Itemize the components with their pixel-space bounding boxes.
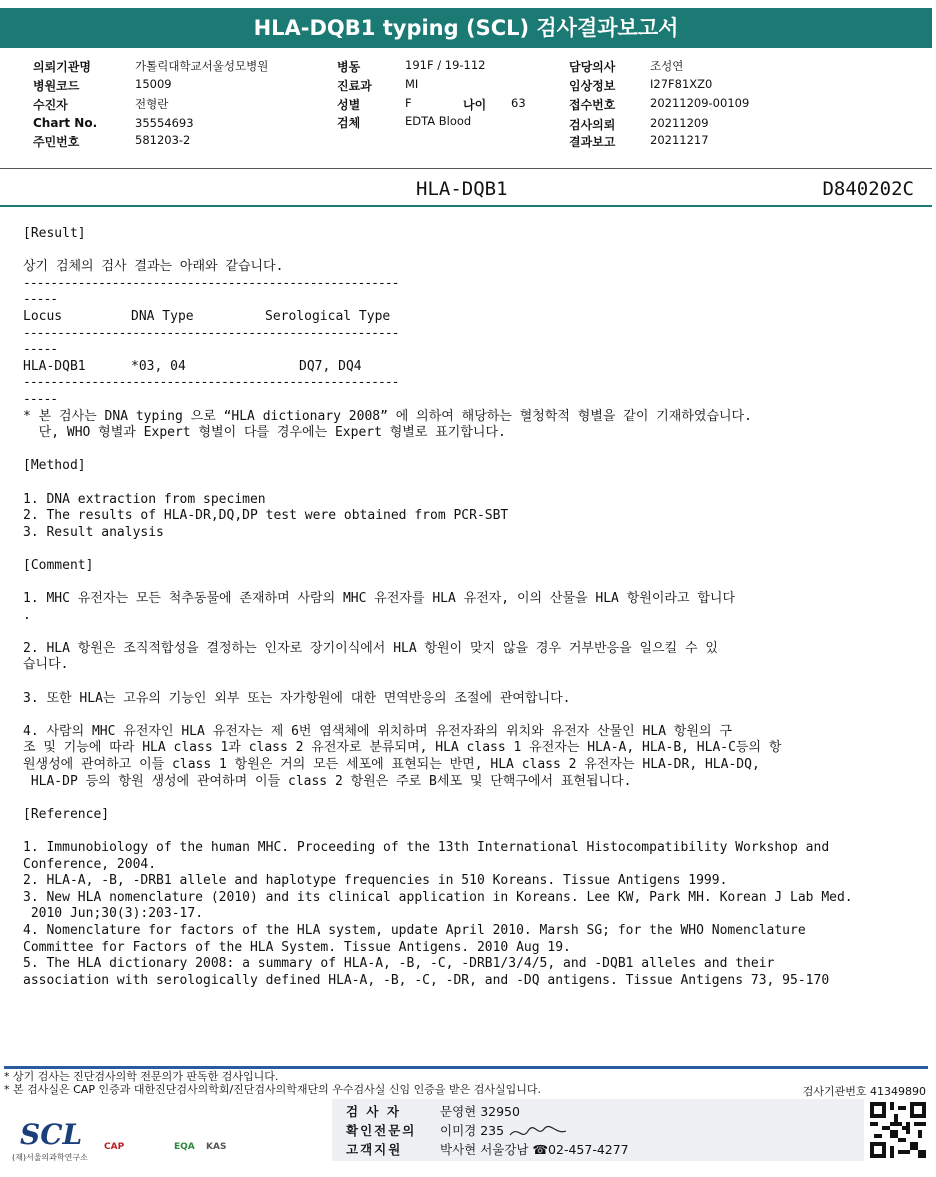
reference-item: 2. HLA-A, -B, -DRB1 allele and haplotype frequencies in 510 Koreans. Tissue Antigens 1999. [23, 873, 728, 889]
info-value: I27F81XZ0 [650, 77, 713, 91]
info-value: MI [405, 77, 419, 91]
info-label: 수진자 [33, 98, 68, 112]
info-value: 전형란 [135, 97, 169, 111]
scl-logo: SCL [20, 1118, 83, 1151]
info-label: 임상정보 [569, 79, 616, 93]
reference-item: 4. Nomenclature for factors of the HLA system, update April 2010. Marsh SG; for the WHO Nomenclature Committee for Factors of the HLA System. Tissue Antigens. 2010 Aug 19. [23, 922, 806, 955]
column-header: DNA Type [131, 308, 194, 324]
reference-heading: [Reference] [23, 806, 110, 822]
info-value: EDTA Blood [405, 114, 472, 128]
method-item: 1. DNA extraction from specimen [23, 491, 266, 507]
result-heading: [Result] [23, 226, 86, 241]
info-label: 진료과 [337, 79, 372, 93]
method-heading: [Method] [23, 458, 86, 474]
info-label: 담당의사 [569, 60, 616, 74]
info-value: 191F / 19-112 [405, 58, 486, 72]
info-label: 나이 [463, 98, 487, 112]
test-code: D840202C [822, 178, 914, 200]
info-label: 결과보고 [569, 135, 616, 149]
footer-note: * 본 검사실은 CAP 인증과 대한진단검사의학회/진단검사의학재단의 우수검사실 신임 인증을 받은 검사실입니다. [4, 1083, 542, 1096]
comment-item: 2. HLA 항원은 조직적합성을 결정하는 인자로 장기이식에서 HLA 항원이 맞지 않을 경우 거부반응을 일으킬 수 있 습니다. [23, 640, 718, 673]
info-label: 주민번호 [33, 135, 80, 149]
signer-value: 문영현 32950 [440, 1104, 520, 1119]
info-value: F [405, 96, 412, 110]
info-value: 20211209-00109 [650, 96, 750, 110]
divider [0, 205, 932, 207]
comment-item: 3. 또한 HLA는 고유의 기능인 외부 또는 자가항원에 대한 면역반응의 조절에 관여합니다. [23, 690, 571, 706]
report-body [23, 226, 923, 989]
signer-role: 확인전문의 [346, 1123, 417, 1138]
table-divider: ------------------------------------------------------------ [23, 375, 399, 407]
test-name: HLA-DQB1 [416, 178, 508, 200]
comment-heading: [Comment] [23, 557, 94, 573]
info-value: 581203-2 [135, 133, 191, 147]
signer-row [346, 1102, 520, 1120]
signer-row [346, 1140, 629, 1158]
info-value: 20211217 [650, 133, 709, 147]
method-item: 2. The results of HLA-DR,DQ,DP test were obtained from PCR-SBT [23, 508, 509, 524]
info-value: 가톨릭대학교서울성모병원 [135, 59, 269, 73]
info-label: Chart No. [33, 116, 98, 130]
logo-subtitle: (재)서울의과학연구소 [12, 1153, 88, 1162]
reference-item: 5. The HLA dictionary 2008: a summary of HLA-A, -B, -C, -DRB1/3/4/5, and -DQB1 alleles and their association with serologically defined HLA-A, -B, -C, -DR, and -DQ antigens. Tissue Antigens 73, 95-170 [23, 956, 830, 988]
cap-cert-icon: CAP [104, 1142, 125, 1152]
info-value: 15009 [135, 77, 172, 91]
info-value: 35554693 [135, 116, 194, 130]
info-label: 검체 [337, 116, 361, 130]
result-note: * 본 검사는 DNA typing 으로 “HLA dictionary 2008” 에 의하여 해당하는 혈청학적 형별을 같이 기재하였습니다. [23, 408, 752, 424]
footer-note: * 상기 검사는 진단검사의학 전문의가 판독한 검사입니다. [4, 1070, 279, 1083]
signer-row [346, 1121, 568, 1141]
method-item: 3. Result analysis [23, 524, 164, 540]
info-label: 검사의뢰 [569, 118, 616, 132]
qr-code-icon [870, 1102, 926, 1158]
dna-type-cell: *03, 04 [131, 358, 186, 374]
signature-icon [508, 1123, 568, 1141]
patient-info [0, 56, 936, 156]
result-note: 단, WHO 형별과 Expert 형별이 다를 경우에는 Expert 형별로 표기합니다. [23, 425, 506, 441]
footer-divider [4, 1066, 928, 1069]
info-label: 의뢰기관명 [33, 60, 91, 74]
result-table-header [23, 309, 923, 326]
comment-item: 4. 사람의 MHC 유전자인 HLA 유전자는 제 6번 염색체에 위치하며 유전자좌의 위치와 유전자 산물인 HLA 항원의 구 조 및 기능에 따라 HLA class 1과 class 2 유전자로 분류되며, HLA class 1 유전자는 HLA-A, HLA-B, HLA-C등의 항 원생성에 관여하고 이들 class 1 항원은 거의 모든 세포에 표현되는 반면, HLA class 2 유전자는 HLA-DR, HLA-DQ, HLA-DP 등의 항원 생성에 관여하며 이들 class 2 항원은 주로 B세포 및 단핵구에서 표현됩니다. [23, 723, 782, 789]
signature-box [332, 1099, 864, 1161]
kas-cert-icon: KAS [206, 1142, 227, 1152]
signer-value: 이미경 235 [440, 1123, 505, 1138]
info-value: 20211209 [650, 116, 709, 130]
signer-role: 고객지원 [346, 1142, 403, 1157]
info-label: 병원코드 [33, 79, 80, 93]
info-value: 63 [511, 96, 526, 110]
table-divider: ------------------------------------------------------------ [23, 325, 399, 358]
info-value: 조성연 [650, 59, 684, 73]
column-header: Serological Type [265, 308, 391, 324]
footer-notes [4, 1070, 541, 1096]
reference-item: 3. New HLA nomenclature (2010) and its clinical application in Koreans. Lee KW, Park MH. Korean J Lab Med. 2010 Jun;30(3):203-17. [23, 889, 853, 922]
locus-cell: HLA-DQB1 [23, 358, 86, 374]
column-header: Locus [23, 308, 63, 324]
lab-number: 검사기관번호 41349890 [802, 1085, 926, 1098]
info-label: 성별 [337, 98, 361, 112]
signer-value: 박사현 서울강남 ☎02-457-4277 [440, 1142, 629, 1157]
table-divider: ------------------------------------------------------------ [23, 275, 399, 308]
report-title: HLA-DQB1 typing (SCL) 검사결과보고서 [0, 8, 932, 48]
reference-item: 1. Immunobiology of the human MHC. Proceeding of the 13th International Histocompatibility Workshop and Conference, 2004. [23, 839, 830, 872]
info-label: 병동 [337, 60, 361, 74]
info-label: 접수번호 [569, 98, 616, 112]
result-table-row [23, 359, 923, 376]
divider [0, 168, 932, 169]
eqa-cert-icon: EQA [174, 1142, 195, 1152]
signer-role: 검 사 자 [346, 1104, 401, 1119]
serological-type-cell: DQ7, DQ4 [299, 358, 362, 374]
result-intro: 상기 검체의 검사 결과는 아래와 같습니다. [23, 259, 284, 275]
comment-item: 1. MHC 유전자는 모든 척추동물에 존재하며 사람의 MHC 유전자를 HLA 유전자, 이의 산물을 HLA 항원이라고 합니다 . [23, 591, 736, 623]
